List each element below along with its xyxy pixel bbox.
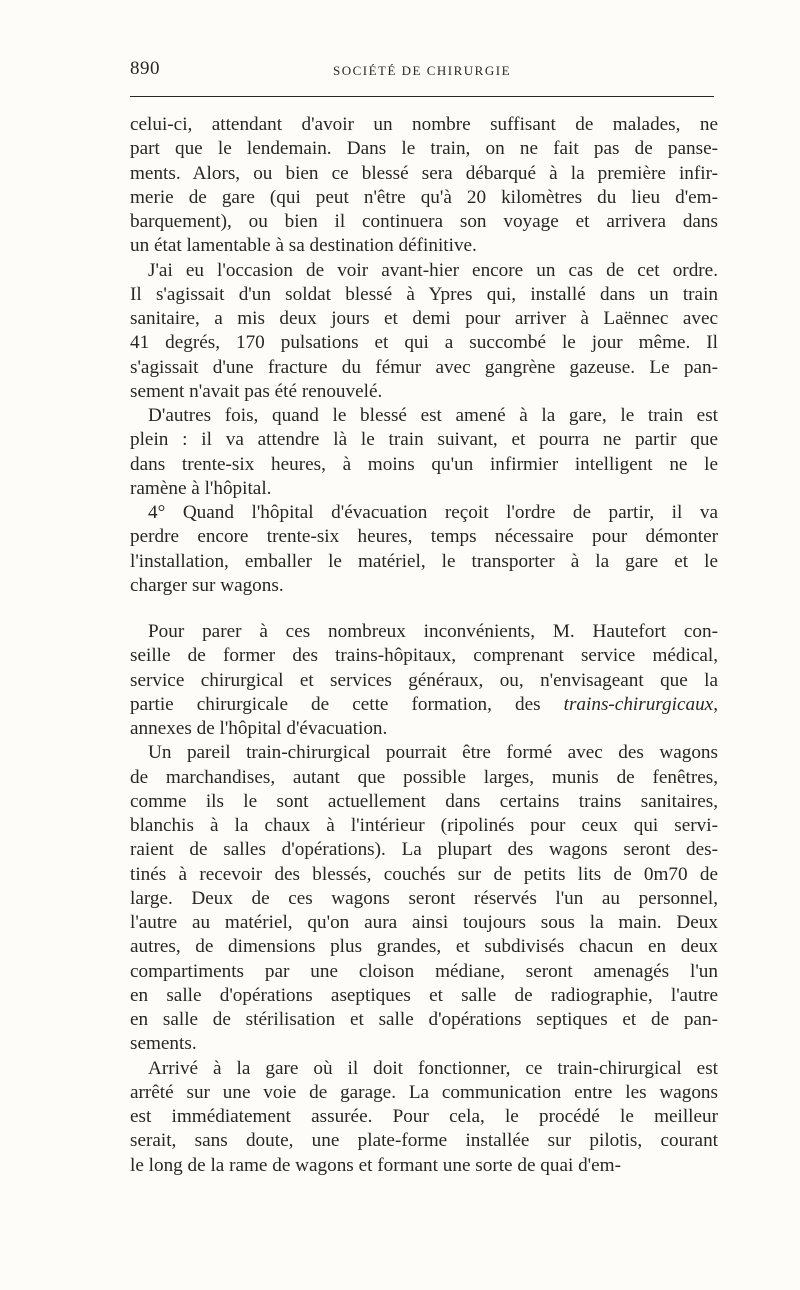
text-line: compartiments par une cloison médiane, seront amenagés l'un bbox=[130, 960, 718, 982]
text-line: l'autre au matériel, qu'on aura ainsi toujours sous la main. Deux bbox=[130, 912, 718, 933]
text-line: ramène à l'hôpital. bbox=[130, 477, 272, 499]
text-line: service chirurgical et services généraux, ou, n'envisageant que la bbox=[130, 669, 718, 691]
text-line: ments. Alors, ou bien ce blessé sera débarqué à la première infir- bbox=[130, 162, 718, 184]
text-line: sements. bbox=[130, 1033, 197, 1055]
text-line: comme ils le sont actuellement dans certains trains sanitaires, bbox=[130, 790, 718, 812]
text-line: dans trente-six heures, à moins qu'un infirmier intelligent ne le bbox=[130, 453, 718, 475]
paragraph bbox=[130, 113, 718, 259]
paragraph bbox=[130, 1057, 718, 1178]
text-line: de marchandises, autant que possible larges, munis de fenêtres, bbox=[130, 766, 718, 788]
text-line: l'installation, emballer le matériel, le transporter à la gare et le bbox=[130, 550, 718, 572]
text-line: s'agissait d'une fracture du fémur avec gangrène gazeuse. Le pan- bbox=[130, 356, 718, 378]
body-text bbox=[130, 113, 718, 1178]
paragraph bbox=[130, 404, 718, 501]
text-line: en salle de stérilisation et salle d'opérations septiques et de pan- bbox=[130, 1009, 718, 1030]
text-line: serait, sans doute, une plate-forme installée sur pilotis, courant bbox=[130, 1130, 718, 1152]
text-line: un état lamentable à sa destination définitive. bbox=[130, 235, 477, 257]
text-line: large. Deux de ces wagons seront réservés l'un au personnel, bbox=[130, 887, 718, 909]
text-line: en salle d'opérations aseptiques et salle de radiographie, l'autre bbox=[130, 984, 718, 1006]
paragraph-separator bbox=[130, 598, 718, 620]
text-line: plein : il va attendre là le train suivant, et pourra ne partir que bbox=[130, 429, 718, 451]
paragraph bbox=[130, 501, 718, 598]
text-line: blanchis à la chaux à l'intérieur (ripolinés pour ceux qui servi- bbox=[130, 815, 718, 836]
header-rule bbox=[130, 96, 714, 97]
text-line: Pour parer à ces nombreux inconvénients, M. Hautefort con- bbox=[148, 621, 718, 642]
text-line: raient de salles d'opérations). La plupart des wagons seront des- bbox=[130, 839, 718, 861]
running-head: SOCIÉTÉ DE CHIRURGIE bbox=[332, 63, 512, 78]
text-line: le long de la rame de wagons et formant une sorte de quai d'em- bbox=[130, 1154, 621, 1176]
text-line: partie chirurgicale de cette formation, des trains-chirurgicaux, bbox=[130, 693, 718, 715]
text-line: celui-ci, attendant d'avoir un nombre suffisant de malades, ne bbox=[130, 114, 718, 135]
text-line: sanitaire, a mis deux jours et demi pour arriver à Laënnec avec bbox=[130, 308, 718, 329]
paragraph bbox=[130, 259, 718, 405]
paragraph bbox=[130, 741, 718, 1056]
text-line: J'ai eu l'occasion de voir avant-hier encore un cas de cet ordre. bbox=[148, 259, 718, 281]
text-line: merie de gare (qui peut n'être qu'à 20 kilomètres du lieu d'em- bbox=[130, 186, 718, 208]
text-line: arrêté sur une voie de garage. La communication entre les wagons bbox=[130, 1081, 718, 1103]
emphasized-term: trains-chirurgicaux bbox=[563, 693, 714, 715]
text-line: tinés à recevoir des blessés, couchés sur de petits lits de 0m70 de bbox=[130, 863, 718, 885]
text-line: sement n'avait pas été renouvelé. bbox=[130, 380, 383, 402]
text-line: perdre encore trente-six heures, temps nécessaire pour démonter bbox=[130, 526, 718, 548]
text-line: Un pareil train-chirurgical pourrait être formé avec des wagons bbox=[148, 742, 718, 764]
page-number: 890 bbox=[130, 58, 160, 79]
text-line: annexes de l'hôpital d'évacuation. bbox=[130, 718, 388, 739]
text-line: 4° Quand l'hôpital d'évacuation reçoit l'ordre de partir, il va bbox=[148, 502, 718, 523]
text-line: Il s'agissait d'un soldat blessé à Ypres qui, installé dans un train bbox=[130, 283, 718, 305]
paragraph bbox=[130, 620, 718, 741]
text-line: 41 degrés, 170 pulsations et qui a succombé le jour même. Il bbox=[130, 332, 718, 354]
text-line: part que le lendemain. Dans le train, on ne fait pas de panse- bbox=[130, 138, 718, 160]
text-line: est immédiatement assurée. Pour cela, le procédé le meilleur bbox=[130, 1106, 718, 1127]
text-line: autres, de dimensions plus grandes, et subdivisés chacun en deux bbox=[130, 936, 718, 958]
page-header bbox=[130, 58, 714, 88]
text-line: D'autres fois, quand le blessé est amené à la gare, le train est bbox=[148, 405, 718, 426]
text-line: charger sur wagons. bbox=[130, 574, 284, 596]
text-line: barquement), ou bien il continuera son voyage et arrivera dans bbox=[130, 211, 718, 232]
text-line: Arrivé à la gare où il doit fonctionner, ce train-chirurgical est bbox=[148, 1057, 718, 1079]
text-line: seille de former des trains-hôpitaux, comprenant service médical, bbox=[130, 645, 718, 667]
